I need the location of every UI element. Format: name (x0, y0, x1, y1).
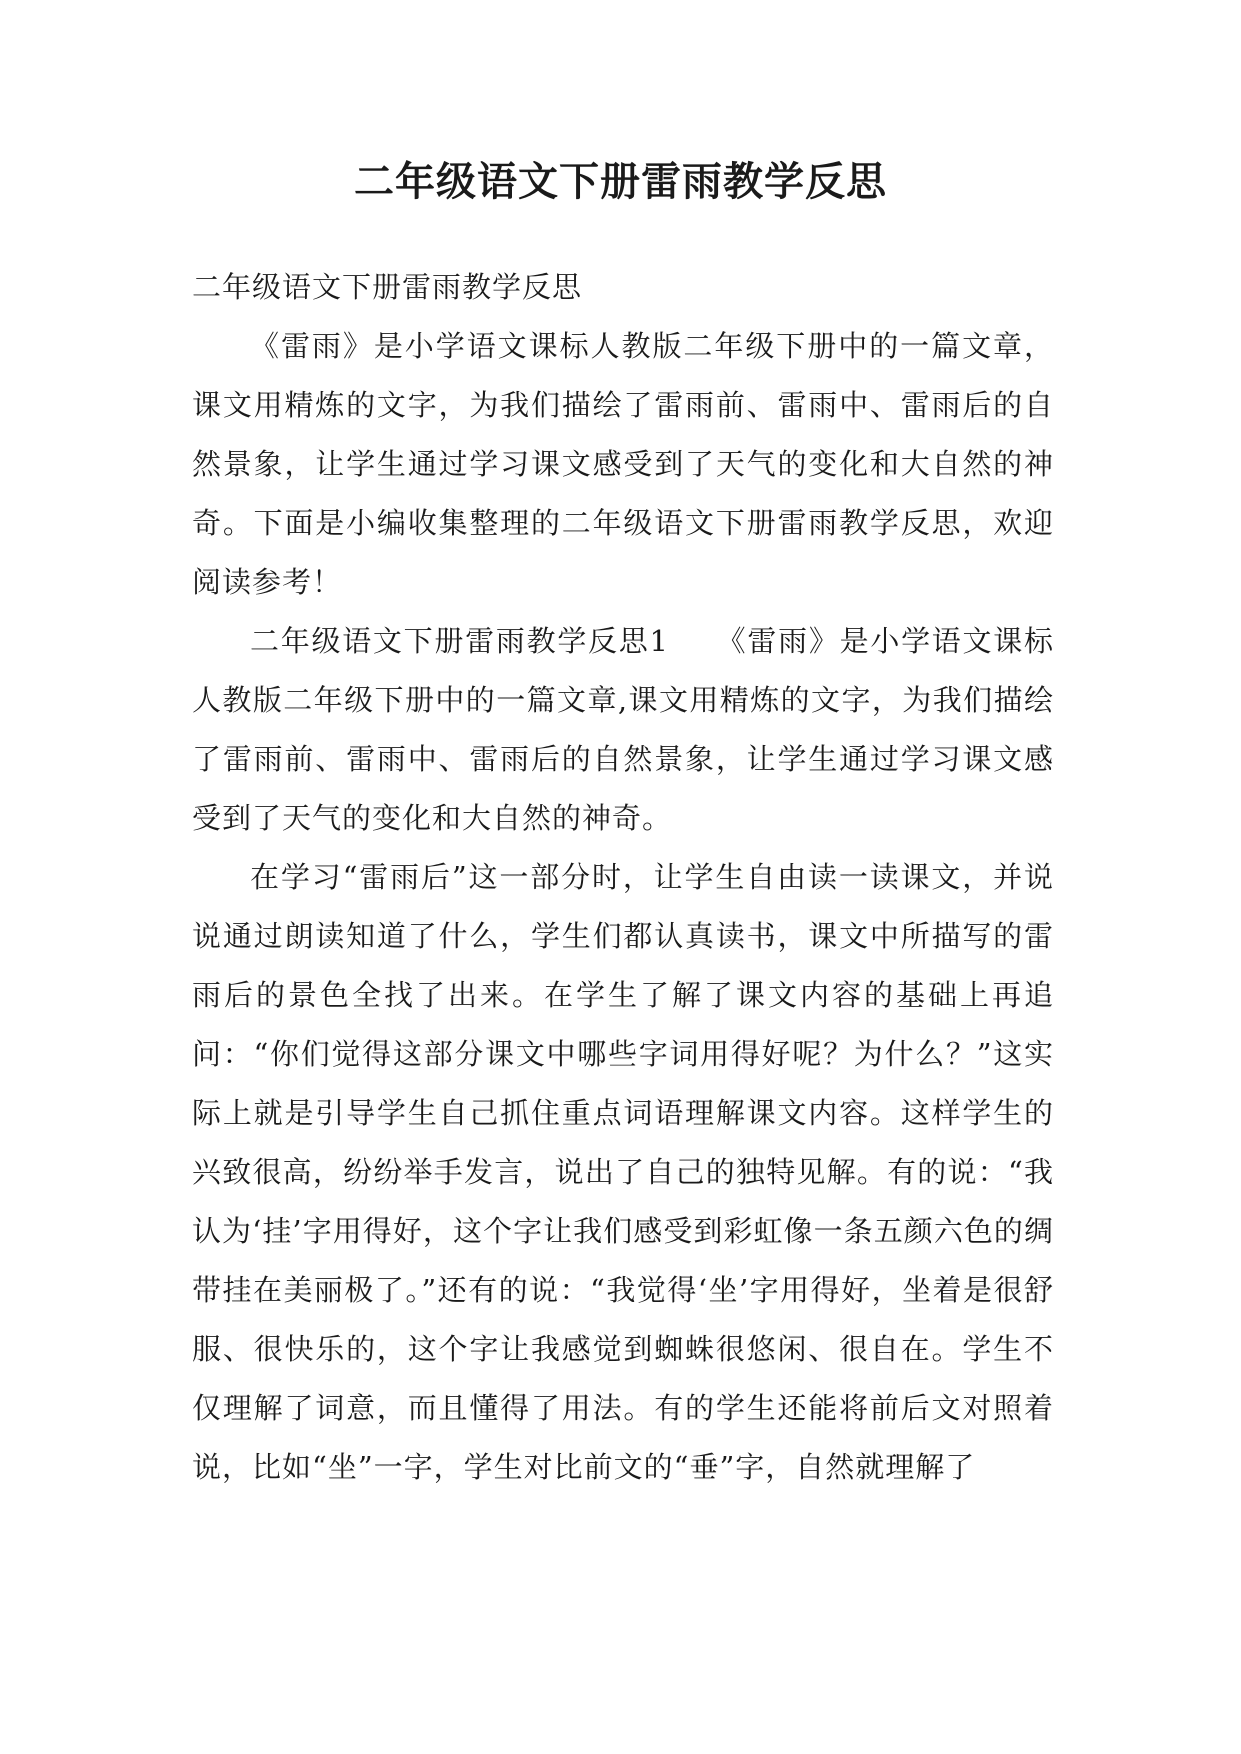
paragraph-intro: 《雷雨》是小学语文课标人教版二年级下册中的一篇文章，课文用精炼的文字，为我们描绘了雷雨前、雷雨中、雷雨后的自然景象，让学生通过学习课文感受到了天气的变化和大自然的神奇。下面是小编收集整理的二年级语文下册雷雨教学反思，欢迎阅读参考！ (192, 329, 1054, 599)
paragraph-heading: 二年级语文下册雷雨教学反思 (192, 270, 583, 304)
paragraph-section-1-body: 在学习“雷雨后”这一部分时，让学生自由读一读课文，并说说通过朗读知道了什么，学生们都认真读书，课文中所描写的雷雨后的景色全找了出来。在学生了解了课文内容的基础上再追问：“你们觉得这部分课文中哪些字词用得好呢？为什么？”这实际上就是引导学生自己抓住重点词语理解课文内容。这样学生的兴致很高，纷纷举手发言，说出了自己的独特见解。有的说：“我认为‘挂’字用得好，这个字让我们感受到彩虹像一条五颜六色的绸带挂在美丽极了。”还有的说：“我觉得‘坐’字用得好，坐着是很舒服、很快乐的，这个字让我感觉到蜘蛛很悠闲、很自在。学生不仅理解了词意，而且懂得了用法。有的学生还能将前后文对照着说，比如“坐”一字，学生对比前文的“垂”字，自然就理解了 (192, 860, 1054, 1484)
document-title: 二年级语文下册雷雨教学反思 (354, 159, 887, 205)
paragraph-section-1: 二年级语文下册雷雨教学反思1 《雷雨》是小学语文课标人教版二年级下册中的一篇文章,课文用精炼的文字，为我们描绘了雷雨前、雷雨中、雷雨后的自然景象，让学生通过学习课文感受到了天气的变化和大自然的神奇。 (192, 624, 1054, 835)
document-body (192, 258, 1054, 1497)
